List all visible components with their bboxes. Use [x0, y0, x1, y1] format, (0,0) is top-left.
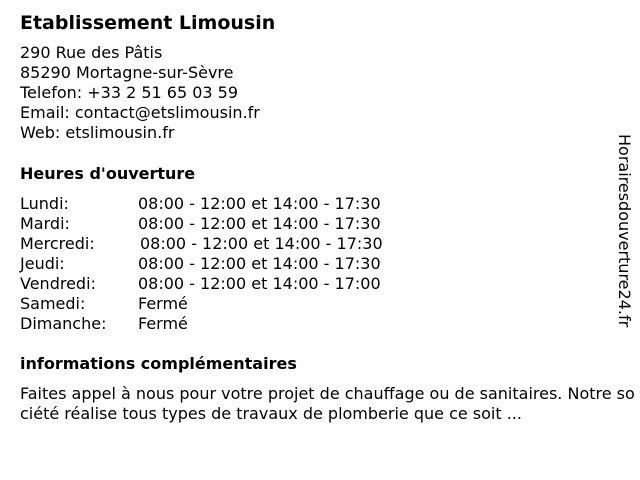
business-name: Etablissement Limousin: [20, 12, 276, 34]
address-city: 85290 Mortagne-sur-Sèvre: [20, 63, 234, 82]
hours-day: Mercredi:: [20, 234, 95, 253]
hours-day: Dimanche:: [20, 314, 107, 333]
hours-day: Mardi:: [20, 214, 70, 233]
hours-row-wednesday: [20, 234, 440, 254]
hours-row-friday: [20, 274, 440, 294]
hours-time: 08:00 - 12:00 et 14:00 - 17:00: [138, 274, 381, 293]
hours-row-saturday: [20, 294, 440, 314]
hours-heading: Heures d'ouverture: [20, 164, 196, 183]
hours-row-sunday: [20, 314, 440, 334]
website: Web: etslimousin.fr: [20, 123, 175, 142]
hours-row-thursday: [20, 254, 440, 274]
hours-time: 08:00 - 12:00 et 14:00 - 17:30: [138, 214, 381, 233]
hours-time: 08:00 - 12:00 et 14:00 - 17:30: [138, 254, 381, 273]
hours-time: Fermé: [138, 294, 188, 313]
hours-day: Samedi:: [20, 294, 86, 313]
hours-table: [20, 194, 440, 334]
watermark-text: Horairesdouverture24.fr: [615, 134, 634, 328]
hours-day: Vendredi:: [20, 274, 96, 293]
info-heading: informations complémentaires: [20, 354, 297, 373]
hours-row-monday: [20, 194, 440, 214]
phone-number: Telefon: +33 2 51 65 03 59: [20, 83, 239, 102]
hours-day: Jeudi:: [20, 254, 65, 273]
hours-time: 08:00 - 12:00 et 14:00 - 17:30: [138, 194, 381, 213]
hours-time: 08:00 - 12:00 et 14:00 - 17:30: [140, 234, 383, 253]
hours-time: Fermé: [138, 314, 188, 333]
hours-row-tuesday: [20, 214, 440, 234]
contact-block: [20, 43, 260, 143]
email-address: Email: contact@etslimousin.fr: [20, 103, 260, 122]
address-street: 290 Rue des Pâtis: [20, 43, 163, 62]
hours-day: Lundi:: [20, 194, 69, 213]
description-text: Faites appel à nous pour votre projet de chauffage ou de sanitaires. Notre société réalise tous types de travaux de plomberie que ce soit ...: [20, 384, 635, 423]
